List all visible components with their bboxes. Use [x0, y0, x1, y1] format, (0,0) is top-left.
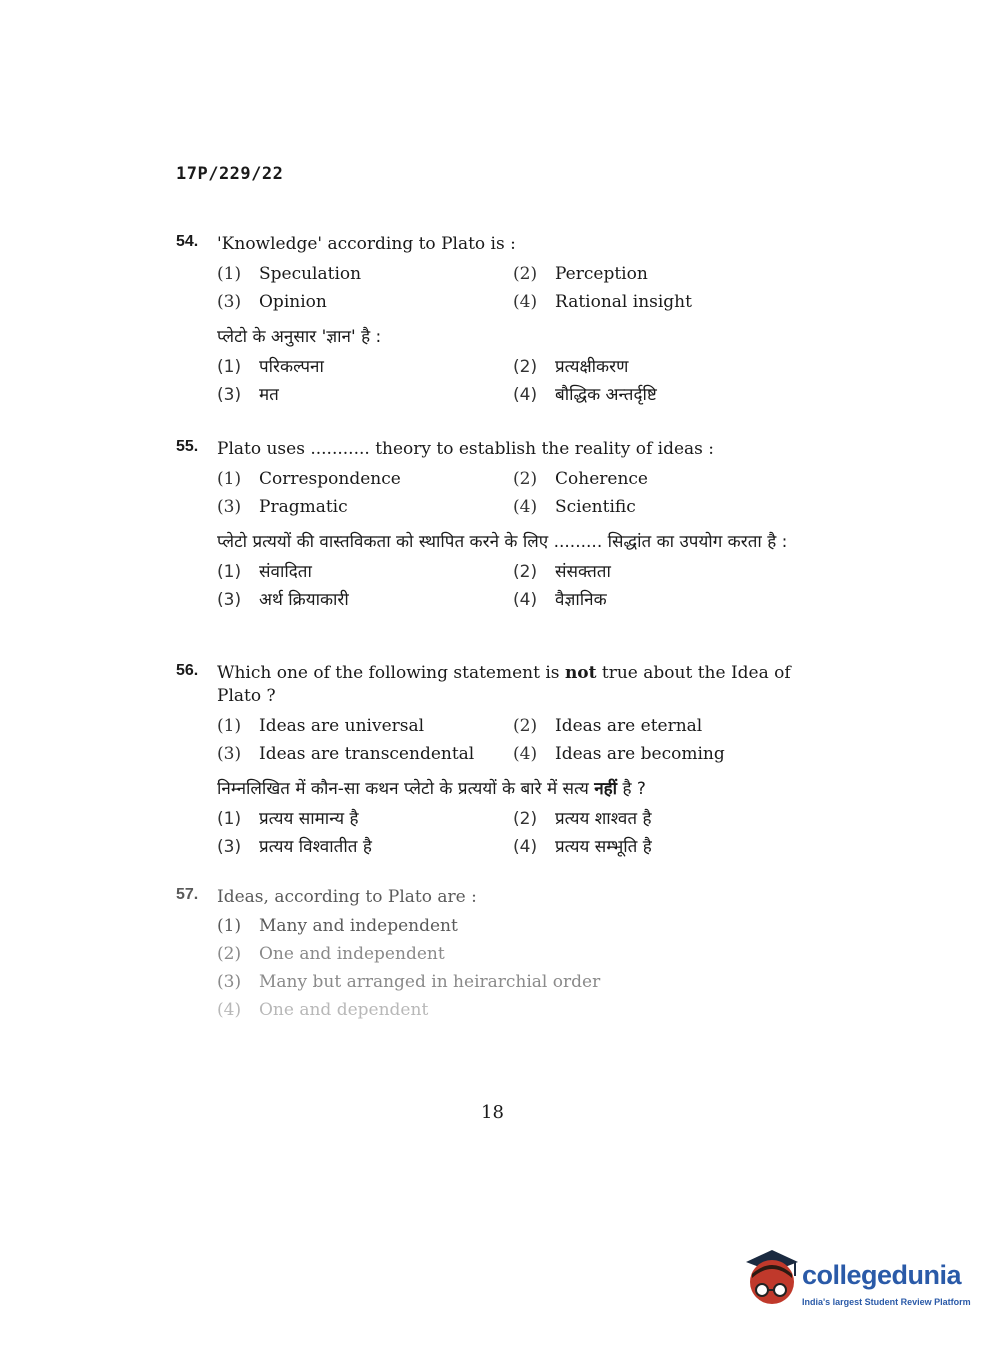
option-2: (2) संसक्तता — [513, 562, 611, 582]
question-number: 55. — [176, 438, 199, 455]
option-1: (1) Many and independent — [217, 916, 458, 936]
question-55 — [176, 438, 816, 611]
option-4: (4) One and dependent — [217, 1000, 429, 1020]
option-1: (1) Speculation — [217, 264, 362, 284]
option-4: (4) Rational insight — [513, 292, 692, 312]
option-2: (2) One and independent — [217, 944, 445, 964]
option-3: (3) Opinion — [217, 292, 327, 312]
options-hi — [217, 561, 816, 611]
option-3: (3) अर्थ क्रियाकारी — [217, 590, 349, 610]
option-3: (3) Many but arranged in heirarchial order — [217, 972, 601, 992]
option-1: (1) Ideas are universal — [217, 716, 425, 736]
option-2: (2) प्रत्यय शाश्वत है — [513, 809, 652, 829]
option-3: (3) मत — [217, 385, 279, 405]
option-4: (4) Ideas are becoming — [513, 744, 725, 764]
question-text-en: Ideas, according to Plato are : — [217, 887, 477, 907]
option-4: (4) वैज्ञानिक — [513, 590, 607, 610]
question-54 — [176, 233, 816, 406]
question-56 — [176, 662, 816, 858]
option-1: (1) Correspondence — [217, 469, 401, 489]
option-3: (3) प्रत्यय विश्वातीत है — [217, 837, 372, 857]
options-en — [217, 263, 816, 313]
question-number: 54. — [176, 233, 199, 250]
question-57 — [176, 886, 816, 1027]
options-hi — [217, 356, 816, 406]
option-2: (2) प्रत्यक्षीकरण — [513, 357, 629, 377]
option-2: (2) Ideas are eternal — [513, 716, 703, 736]
paper-code: 17P/229/22 — [176, 164, 284, 184]
option-4: (4) Scientific — [513, 497, 636, 517]
options-hi — [217, 808, 816, 858]
question-text-en: Plato uses ........... theory to establish the reality of ideas : — [217, 439, 715, 459]
question-number: 56. — [176, 662, 199, 679]
options-en — [217, 468, 816, 518]
question-text-hi: प्लेटो प्रत्ययों की वास्तविकता को स्थापित करने के लिए ......... सिद्धांत का उपयोग करता है : — [217, 532, 788, 552]
option-1: (1) संवादिता — [217, 562, 312, 582]
question-text-en: Which one of the following statement is not true about the Idea of Plato ? — [217, 663, 791, 706]
question-text-hi: प्लेटो के अनुसार 'ज्ञान' है : — [217, 327, 382, 347]
brand-tagline: India's largest Student Review Platform — [802, 1297, 971, 1307]
option-2: (2) Perception — [513, 264, 648, 284]
option-3: (3) Ideas are transcendental — [217, 744, 475, 764]
option-1: (1) परिकल्पना — [217, 357, 324, 377]
option-3: (3) Pragmatic — [217, 497, 348, 517]
question-text-hi: निम्नलिखित में कौन-सा कथन प्लेटो के प्रत्ययों के बारे में सत्य नहीं है ? — [217, 779, 646, 799]
question-text-en: 'Knowledge' according to Plato is : — [217, 234, 516, 254]
option-4: (4) बौद्धिक अन्तर्दृष्टि — [513, 385, 657, 405]
option-1: (1) प्रत्यय सामान्य है — [217, 809, 359, 829]
page-number: 18 — [481, 1102, 504, 1123]
options-en — [217, 915, 816, 1021]
options-en — [217, 715, 816, 765]
brand-name: collegedunia — [802, 1260, 962, 1290]
option-4: (4) प्रत्यय सम्भूति है — [513, 837, 652, 857]
question-number: 57. — [176, 886, 199, 903]
option-2: (2) Coherence — [513, 469, 648, 489]
